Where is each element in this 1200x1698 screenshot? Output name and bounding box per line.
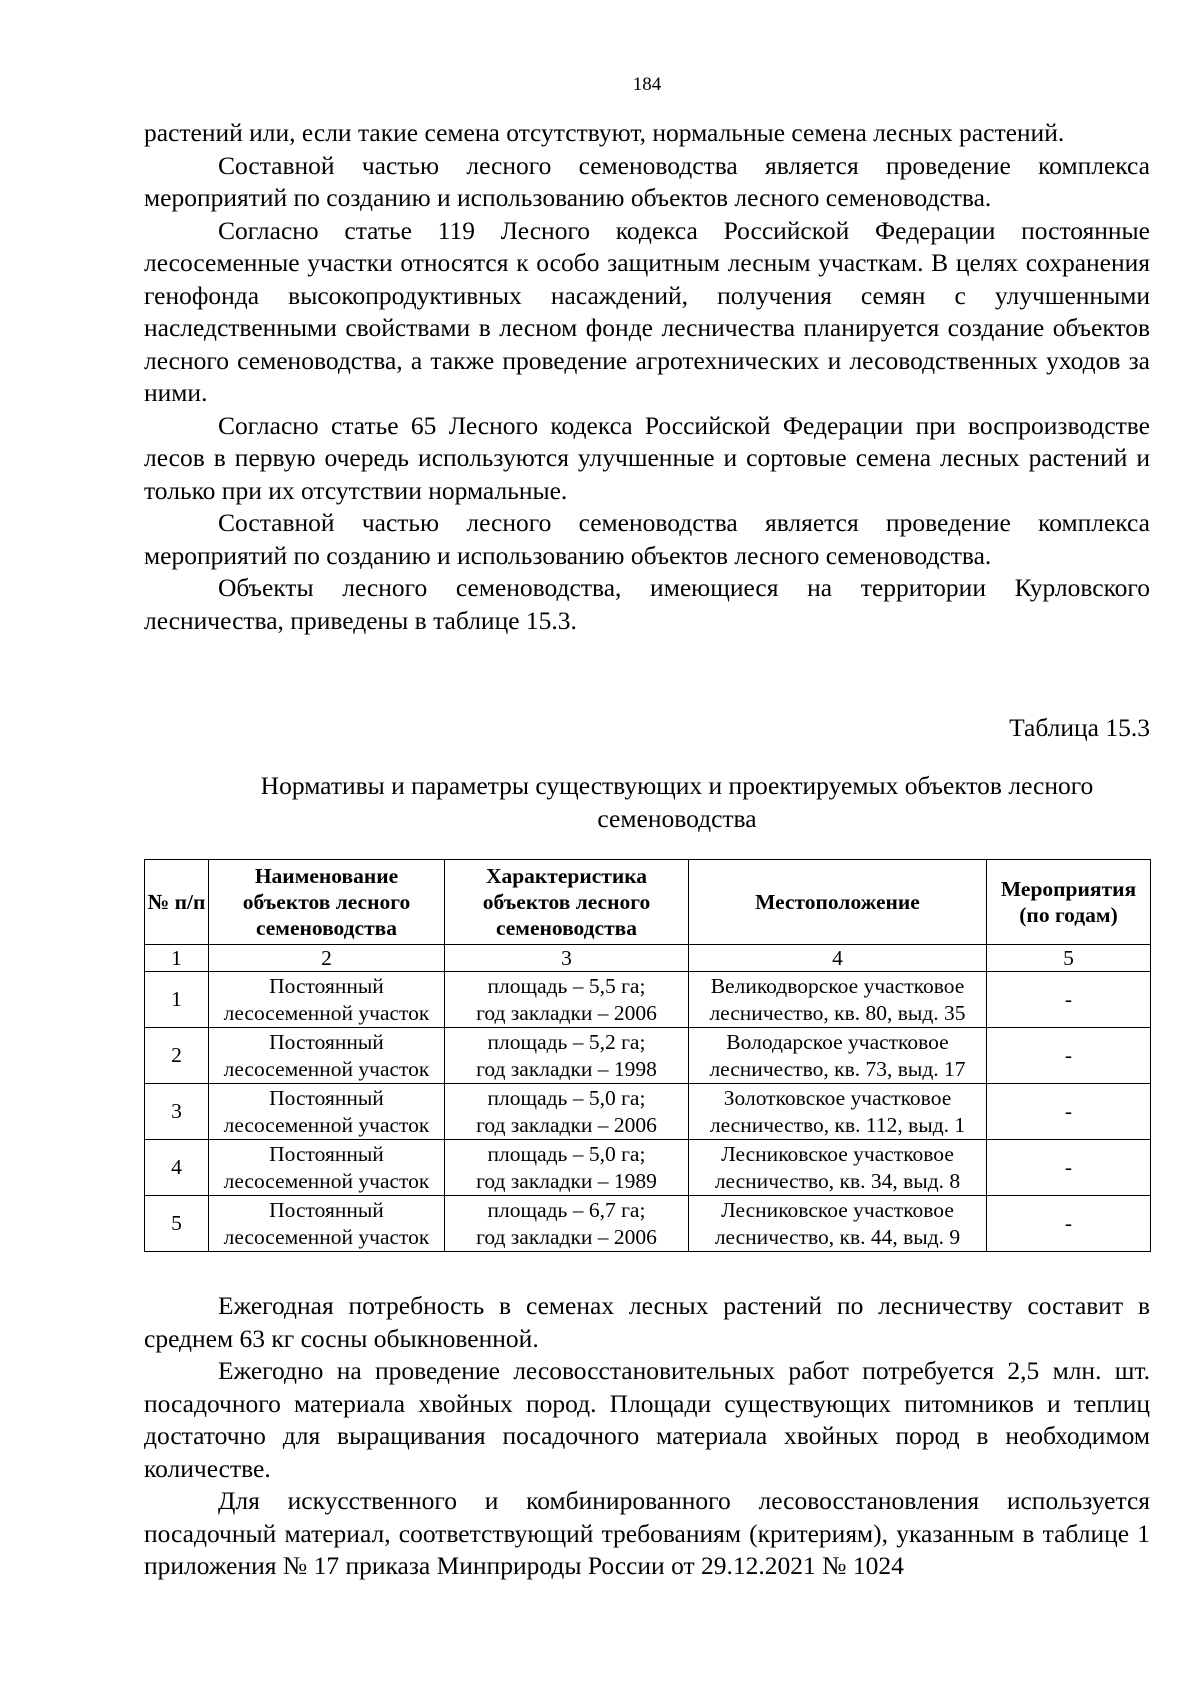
characteristic-line: год закладки – 2006 — [476, 1112, 657, 1137]
object-characteristic — [445, 972, 689, 1028]
characteristic-line: год закладки – 2006 — [476, 1224, 657, 1249]
header-location: Местоположение — [689, 860, 987, 945]
object-characteristic — [445, 1140, 689, 1196]
header-measures: Мероприятия (по годам) — [987, 860, 1151, 945]
header-number: № п/п — [145, 860, 209, 945]
object-location — [689, 972, 987, 1028]
column-number: 5 — [987, 945, 1151, 972]
object-name-line: лесосеменной участок — [223, 1224, 430, 1249]
table-row — [145, 1140, 1151, 1196]
characteristic-line: год закладки – 1989 — [476, 1168, 657, 1193]
object-measures: - — [987, 1140, 1151, 1196]
column-number-row — [145, 945, 1151, 972]
paragraph-continuation: растений или, если такие семена отсутствуют, нормальные семена лесных растений. — [144, 118, 1065, 147]
object-name-line: Постоянный — [269, 1029, 384, 1054]
characteristic-line: год закладки – 2006 — [476, 1000, 657, 1025]
object-characteristic — [445, 1084, 689, 1140]
header-name: Наименование объектов лесного семеноводства — [209, 860, 445, 945]
object-name-line: Постоянный — [269, 1197, 384, 1222]
paragraph-artificial-regeneration: Для искусственного и комбинированного лесовосстановления используется посадочный материал, соответствующий требованиям (критериям), указанным в таблице 1 приложения № 17 приказа Минприроды России от 29.12.2021 № 1024 — [144, 1486, 1150, 1580]
location-line: Володарское участковое — [726, 1029, 949, 1054]
object-name-line: лесосеменной участок — [223, 1000, 430, 1025]
object-name — [209, 1028, 445, 1084]
row-number: 3 — [145, 1084, 209, 1140]
seed-objects-table — [144, 859, 1151, 1252]
characteristic-line: площадь – 5,2 га; — [487, 1029, 646, 1054]
object-name — [209, 1084, 445, 1140]
paragraph-planting-material: Ежегодно на проведение лесовосстановительных работ потребуется 2,5 млн. шт. посадочного материала хвойных пород. Площади существующих питомников и теплиц достаточно для выращивания посадочного материала хвойных пород в необходимом количестве. — [144, 1356, 1150, 1483]
object-characteristic — [445, 1028, 689, 1084]
row-number: 5 — [145, 1196, 209, 1252]
object-characteristic — [445, 1196, 689, 1252]
object-location — [689, 1140, 987, 1196]
paragraph-seed-complex-repeat: Составной частью лесного семеноводства является проведение комплекса мероприятий по созданию и использованию объектов лесного семеноводства. — [144, 508, 1150, 570]
object-name-line: лесосеменной участок — [223, 1112, 430, 1137]
object-measures: - — [987, 1196, 1151, 1252]
object-name-line: Постоянный — [269, 1141, 384, 1166]
location-line: Лесниковское участковое — [721, 1141, 954, 1166]
characteristic-line: площадь – 6,7 га; — [487, 1197, 646, 1222]
object-name-line: Постоянный — [269, 1085, 384, 1110]
row-number: 4 — [145, 1140, 209, 1196]
object-location — [689, 1028, 987, 1084]
object-name-line: лесосеменной участок — [223, 1168, 430, 1193]
location-line: Великодворское участковое — [710, 973, 965, 998]
object-measures: - — [987, 972, 1151, 1028]
column-number: 3 — [445, 945, 689, 972]
paragraph-seed-demand: Ежегодная потребность в семенах лесных растений по лесничеству составит в среднем 63 кг сосны обыкновенной. — [144, 1291, 1150, 1353]
table-row — [145, 1084, 1151, 1140]
body-text-top — [144, 117, 1150, 637]
location-line: лесничество, кв. 80, выд. 35 — [709, 1000, 966, 1025]
table-label: Таблица 15.3 — [1009, 713, 1150, 742]
header-characteristic: Характеристика объектов лесного семеноводства — [445, 860, 689, 945]
paragraph-article-65: Согласно статье 65 Лесного кодекса Российской Федерации при воспроизводстве лесов в первую очередь используются улучшенные и сортовые семена лесных растений и только при их отсутствии нормальные. — [144, 410, 1150, 505]
object-name-line: Постоянный — [269, 973, 384, 998]
page-number: 184 — [632, 74, 662, 95]
location-line: лесничество, кв. 44, выд. 9 — [714, 1224, 961, 1249]
location-line: лесничество, кв. 73, выд. 17 — [709, 1056, 966, 1081]
body-text-bottom — [144, 1290, 1150, 1583]
object-name-line: лесосеменной участок — [223, 1056, 430, 1081]
object-name — [209, 1196, 445, 1252]
column-number: 2 — [209, 945, 445, 972]
location-line: Золотковское участковое — [723, 1085, 952, 1110]
characteristic-line: площадь – 5,0 га; — [487, 1141, 646, 1166]
object-name — [209, 972, 445, 1028]
object-measures: - — [987, 1084, 1151, 1140]
characteristic-line: год закладки – 1998 — [476, 1056, 657, 1081]
characteristic-line: площадь – 5,0 га; — [487, 1085, 646, 1110]
characteristic-line: площадь – 5,5 га; — [487, 973, 646, 998]
object-location — [689, 1084, 987, 1140]
table-row — [145, 972, 1151, 1028]
object-name — [209, 1140, 445, 1196]
location-line: Лесниковское участковое — [721, 1197, 954, 1222]
table-row — [145, 1196, 1151, 1252]
table-row — [145, 1028, 1151, 1084]
location-line: лесничество, кв. 34, выд. 8 — [714, 1168, 961, 1193]
location-line: лесничество, кв. 112, выд. 1 — [709, 1112, 966, 1137]
table-header-row — [145, 860, 1151, 945]
column-number: 1 — [145, 945, 209, 972]
row-number: 2 — [145, 1028, 209, 1084]
paragraph-objects-reference: Объекты лесного семеноводства, имеющиеся на территории Курловского лесничества, приведены в таблице 15.3. — [144, 573, 1150, 635]
object-location — [689, 1196, 987, 1252]
table-title: Нормативы и параметры существующих и проектируемых объектов лесного семеноводства — [260, 771, 1094, 833]
row-number: 1 — [145, 972, 209, 1028]
column-number: 4 — [689, 945, 987, 972]
paragraph-seed-complex: Составной частью лесного семеноводства является проведение комплекса мероприятий по созданию и использованию объектов лесного семеноводства. — [144, 150, 1150, 212]
paragraph-article-119: Согласно статье 119 Лесного кодекса Российской Федерации постоянные лесосеменные участки относятся к особо защитным лесным участкам. В целях сохранения генофонда высокопродуктивных насаждений, получения семян с улучшенными наследственными свойствами в лесном фонде лесничества планируется создание объектов лесного семеноводства, а также проведение агротехнических и лесоводственных уходов за ними. — [144, 215, 1150, 407]
object-measures: - — [987, 1028, 1151, 1084]
